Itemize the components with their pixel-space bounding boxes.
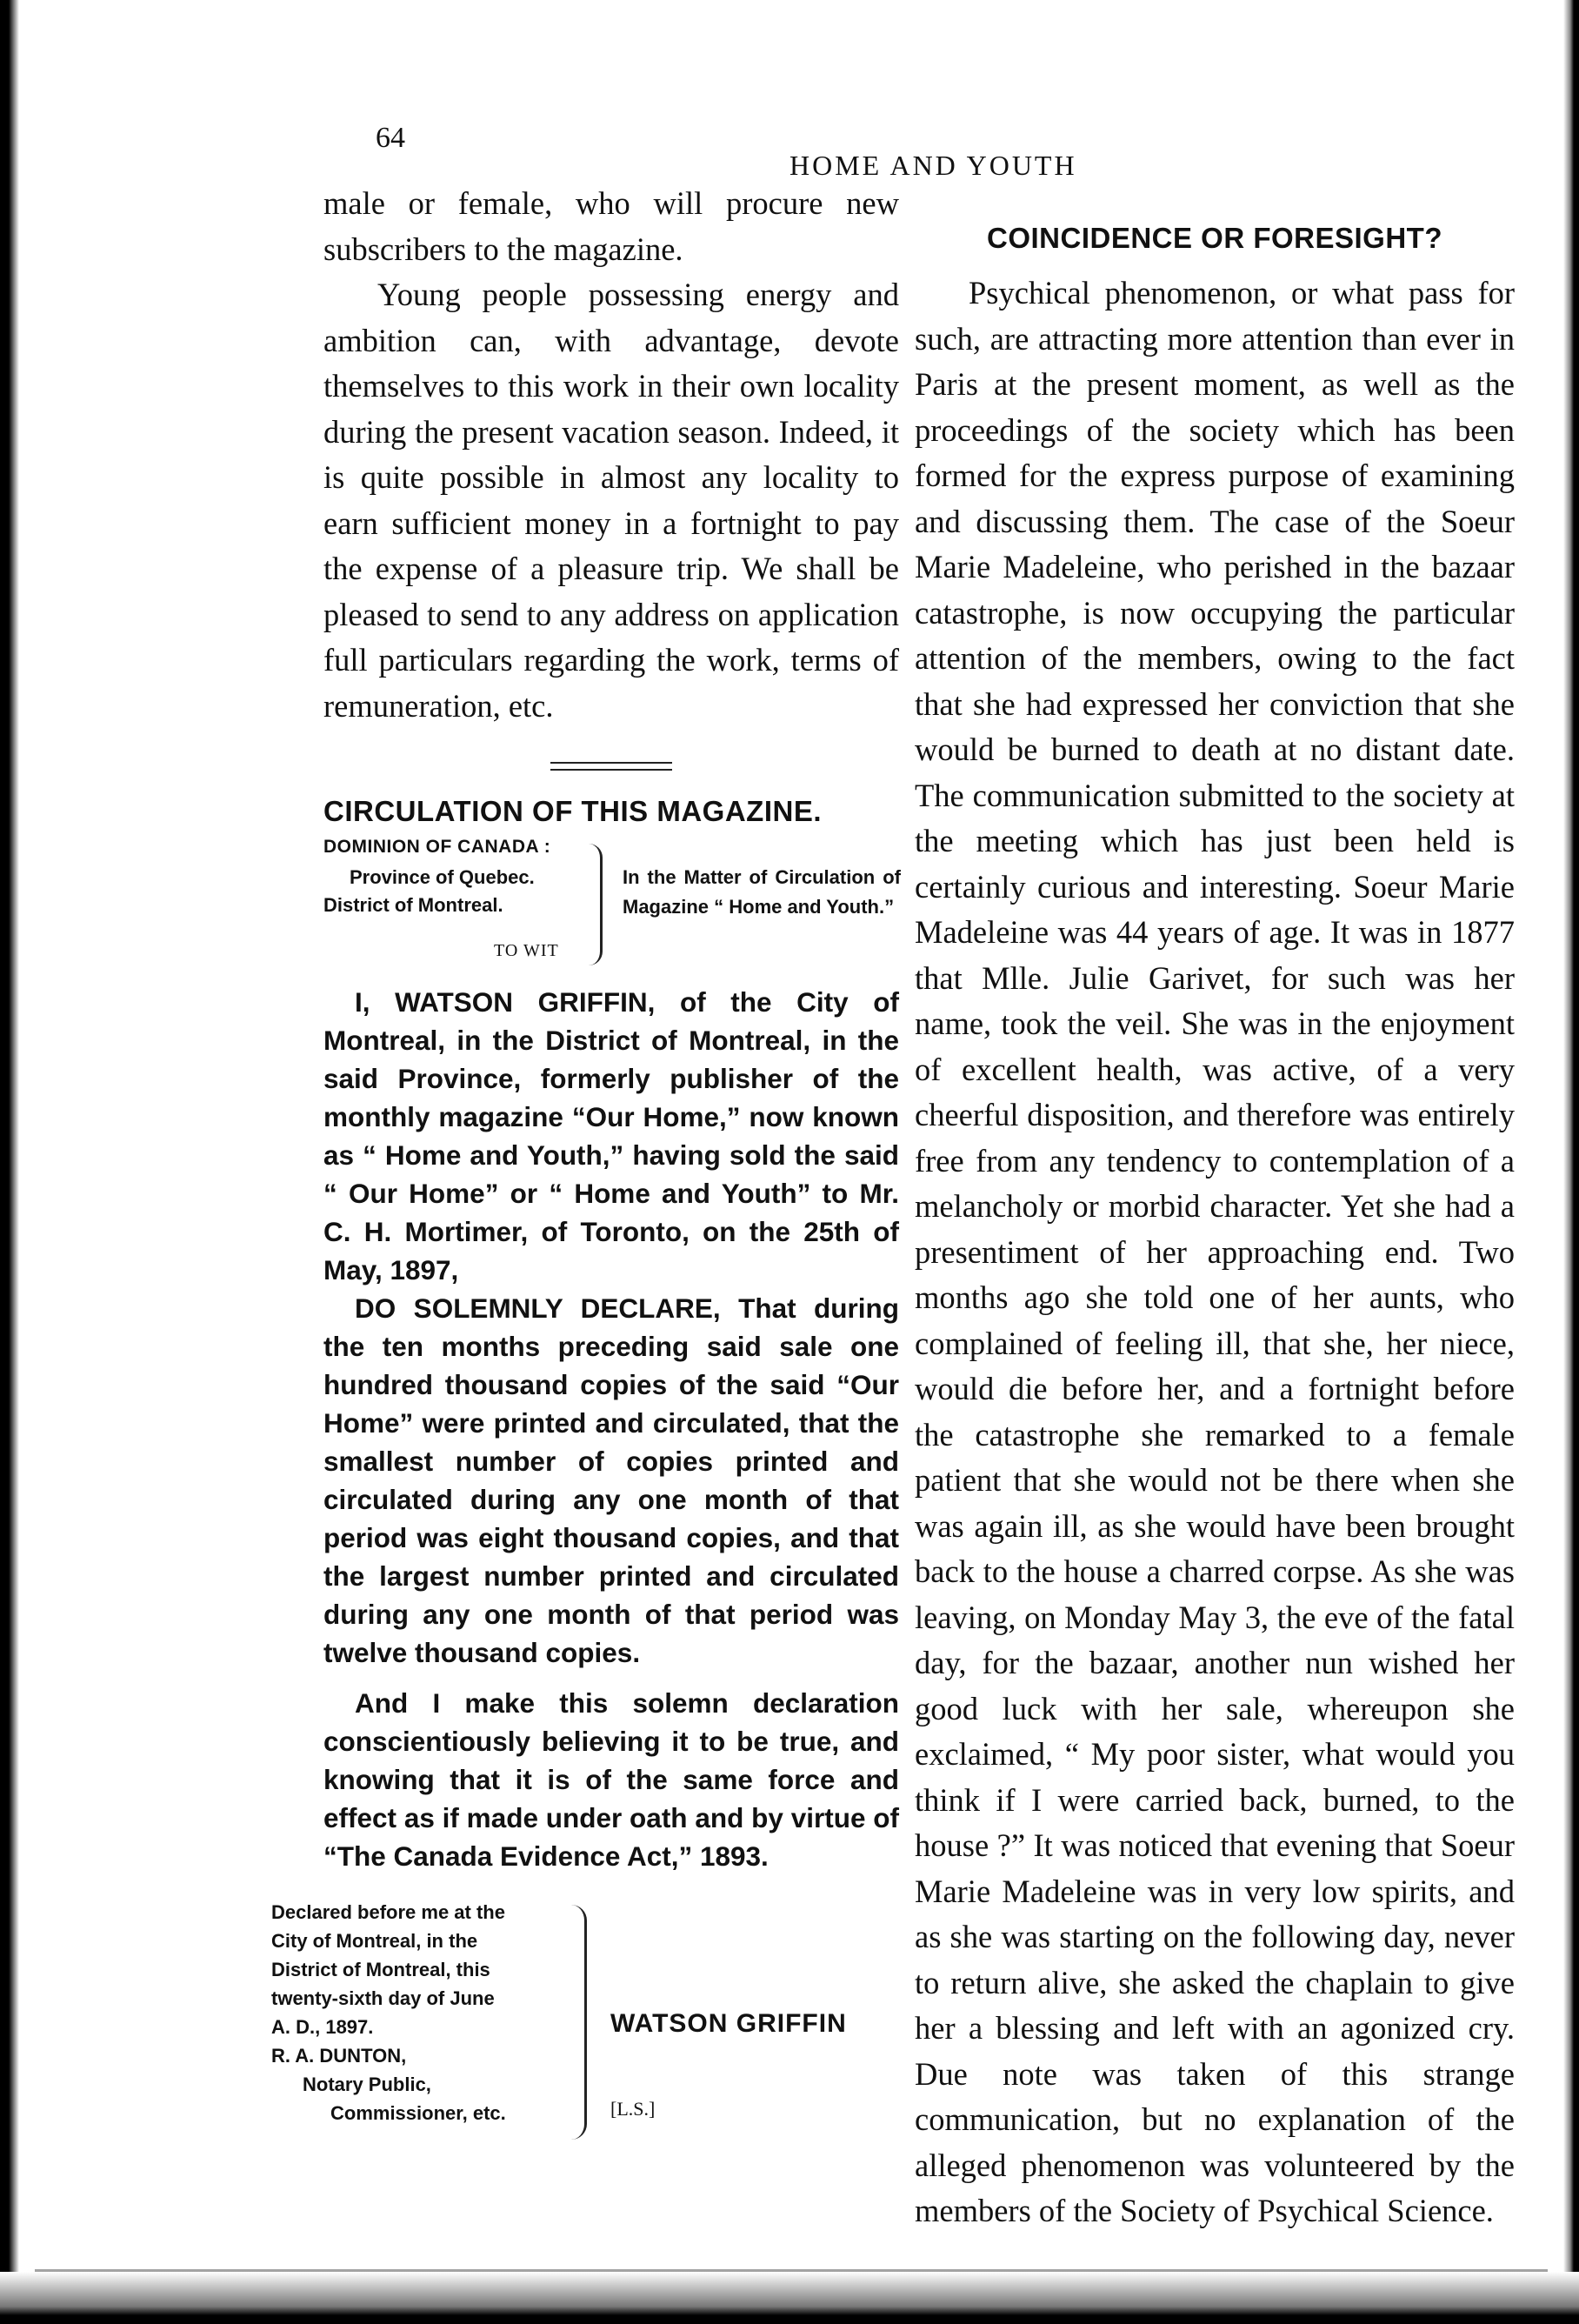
declared-line: Commissioner, etc. xyxy=(330,2102,506,2124)
brace xyxy=(567,1905,587,2140)
intro-paragraph: male or female, who will procure new subscribers to the magazine. xyxy=(323,185,899,267)
right-column xyxy=(915,222,1515,2234)
page-edge-bottom xyxy=(0,2272,1579,2324)
declared-line: Declared before me at the xyxy=(271,1901,505,1923)
article-body: Psychical phenomenon, or what pass for such, are attracting more attention than ever in Paris at the present moment, as well as the proceedings of the society which has been formed for the express purpose of examining and discussing them. The case of the Soeur Marie Madeleine, who perished in the bazaar catastrophe, is now occupying the particular attention of the members, owing to the fact that she had expressed her conviction that she would be burned to death at no distant date. The communication submitted to the society at the meeting which has just been held is certainly curious and interesting. Soeur Marie Madeleine was 44 years of age. It was in 1877 that Mlle. Julie Garivet, for such was her name, took the veil. She was in the enjoyment of excellent health, was active, of a very cheerful disposition, and therefore was entirely free from any tendency to contemplation of a melancholy or morbid character. Yet she had a presentiment of her approaching end. Two months ago she told one of her aunts, who complained of feeling ill, that she, her niece, would die before her, and a fortnight before the catastrophe she remarked to a female patient that she would not be there when she was again ill, as she would have been brought back to the house a charred corpse. As she was leaving, on Monday May 3, the eve of the fatal day, for the bazaar, another nun wished her good luck with her sale, whereupon she exclaimed, “ My poor sister, what would you think if I were carried back, burned, to the house ?” It was noticed that evening that Soeur Marie Madeleine was in very low spirits, and as she was starting on the following day, never to return alive, she asked the chaplain to give her a blessing and left with an agonized cry. Due note was taken of this strange communication, but no explanation of the alleged phenomenon was volunteered by the members of the Society of Psychical Science. xyxy=(915,275,1515,2228)
to-wit-label: TO WIT xyxy=(494,941,559,960)
running-head: HOME AND YOUTH xyxy=(790,150,1077,181)
declaration-paragraph: And I make this solemn declaration conscientiously believing it to be true, and knowing that it is of the same force and effect as if made under oath and by virtue of “The Canada Evidence Act,” 1893. xyxy=(323,1687,899,1872)
declared-line: A. D., 1897. xyxy=(271,2016,374,2038)
page-fold-line xyxy=(35,2254,1548,2272)
brace xyxy=(584,844,603,965)
signer-name: WATSON GRIFFIN xyxy=(610,2009,847,2038)
seal-mark: [L.S.] xyxy=(610,2098,656,2120)
declared-line: Notary Public, xyxy=(303,2074,431,2095)
signature-block xyxy=(271,1898,899,2150)
declared-before-text xyxy=(271,1898,558,2127)
section-divider xyxy=(550,762,672,771)
page-edge-left xyxy=(0,0,35,2324)
jurisdiction-block xyxy=(323,837,899,983)
page-edge-right xyxy=(1553,0,1579,2324)
article-heading: COINCIDENCE OR FORESIGHT? xyxy=(986,222,1443,254)
declared-line: twenty-sixth day of June xyxy=(271,1987,495,2009)
page-number: 64 xyxy=(376,122,405,154)
district-label: District of Montreal. xyxy=(323,894,503,916)
declared-line: District of Montreal, this xyxy=(271,1959,490,1980)
dominion-label: DOMINION OF CANADA : xyxy=(323,837,551,857)
declaration-paragraph: I, WATSON GRIFFIN, of the City of Montreal, in the District of Montreal, in the said Province, formerly publisher of the monthly magazine “Our Home,” now known as “ Home and Youth,” having sold the said “ Our Home” or “ Home and Youth” to Mr. C. H. Mortimer, of Toronto, on the 25th of May, 1897, xyxy=(323,986,899,1286)
left-column xyxy=(271,181,901,2150)
declaration-paragraph: DO SOLEMNLY DECLARE, That during the ten months preceding said sale one hundred thousand copies of the said “Our Home” were printed and circulated, that the smallest number of copies printed and circulated during any one month of that period was eight thousand copies, and that the largest number printed and circulated during any one month of that period was twelve thousand copies. xyxy=(323,1292,899,1668)
intro-paragraph: Young people possessing energy and ambition can, with advantage, devote themselves to this work in their own locality during the present vacation season. Indeed, it is quite possible in almost any locality to earn sufficient money in a fortnight to pay the expense of a pleasure trip. We shall be pleased to send to any address on application full particulars regarding the work, terms of remuneration, etc. xyxy=(323,277,899,724)
province-label: Province of Quebec. xyxy=(350,866,535,888)
in-the-matter-text: In the Matter of Circulation of Magazine “ Home and Youth.” xyxy=(623,866,901,918)
declared-line: City of Montreal, in the xyxy=(271,1930,478,1952)
declared-line: R. A. DUNTON, xyxy=(271,2045,407,2067)
circulation-heading: CIRCULATION OF THIS MAGAZINE. xyxy=(323,795,823,827)
